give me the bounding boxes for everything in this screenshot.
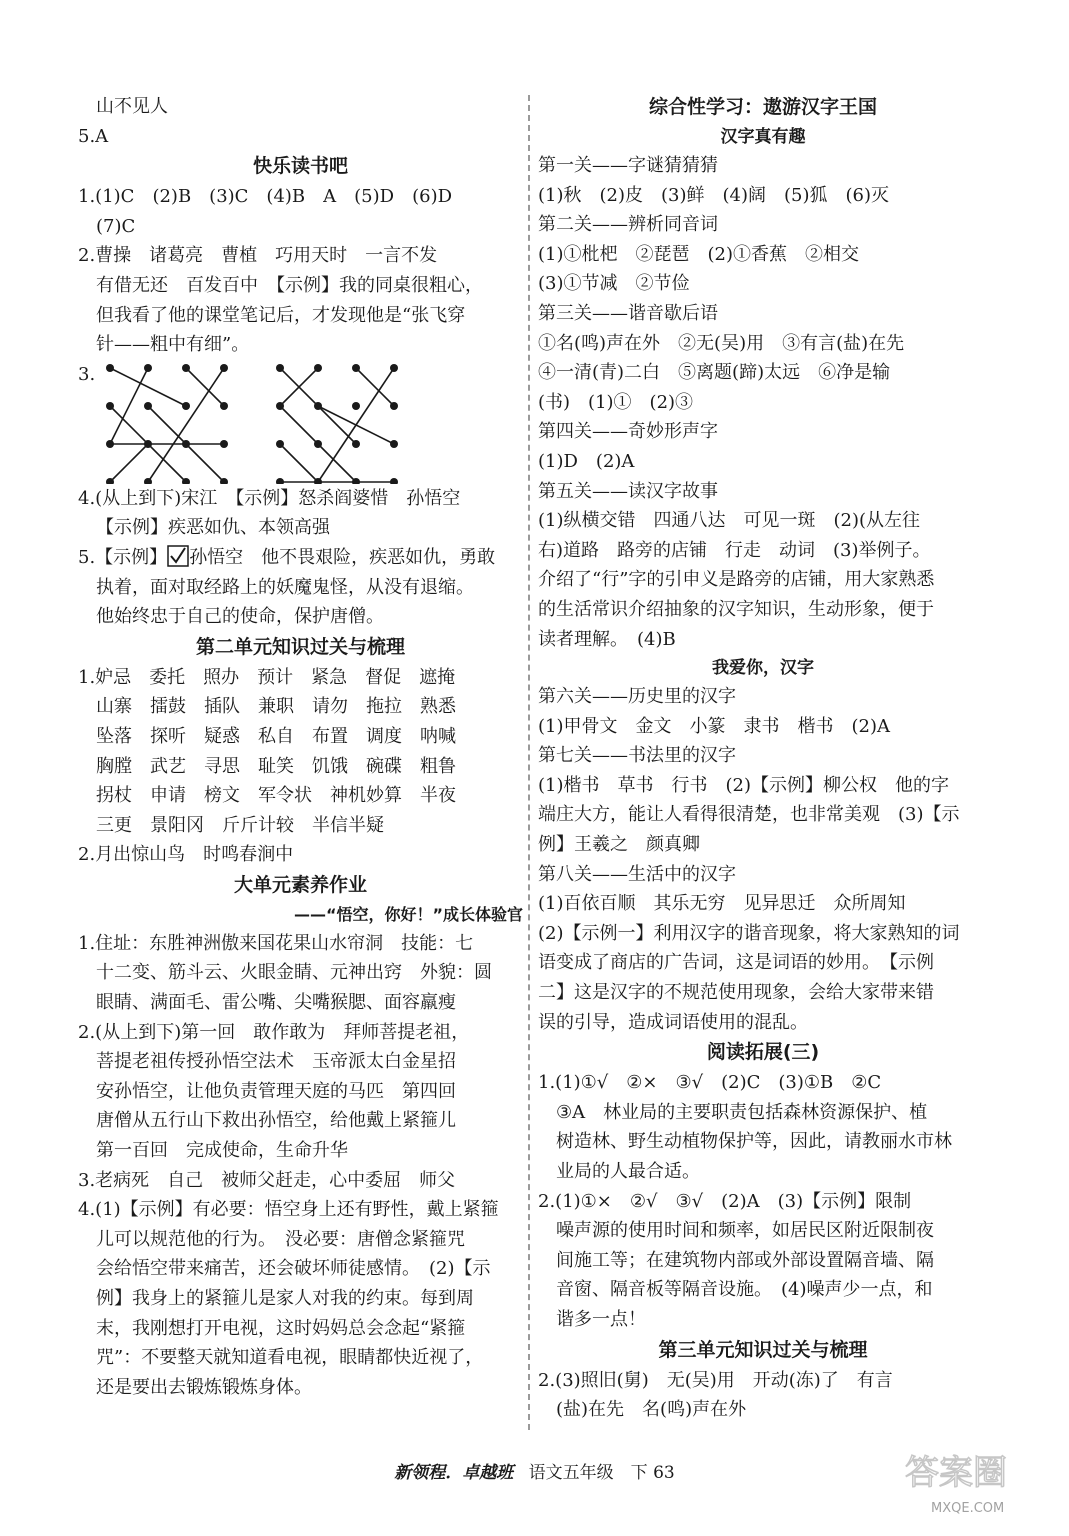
section-title: 快乐读书吧 xyxy=(252,155,348,178)
watermark-logo-text: 答案圈 xyxy=(905,1453,1007,1493)
answer-line: 三更 景阳冈 斤斤计较 半信半疑 xyxy=(96,814,384,836)
answer-line: 第七关——书法里的汉字 xyxy=(538,745,736,767)
answer-line: 【示例】疾恶如仇、本领高强 xyxy=(96,517,330,539)
match-dot xyxy=(182,364,190,372)
answer-line: 3.老病死 自己 被师父赶走，心中委屈 师父 xyxy=(78,1169,456,1191)
answer-line: 第三关——谐音歇后语 xyxy=(538,302,718,324)
answer-line: 第五关——读汉字故事 xyxy=(538,480,718,502)
match-dot xyxy=(352,402,360,410)
answer-line: 安孙悟空，让他负责管理天庭的马匹 第四回 xyxy=(96,1080,456,1102)
match-dot xyxy=(390,402,398,410)
match-dot xyxy=(352,364,360,372)
match-dot xyxy=(220,402,228,410)
answer-line: 眼睛、满面毛、雷公嘴、尖嘴猴腮、面容羸瘦 xyxy=(96,992,456,1014)
match-dot xyxy=(390,478,398,484)
match-dot xyxy=(314,364,322,372)
right-column xyxy=(538,92,988,1425)
match-dot xyxy=(220,364,228,372)
section-subtitle: ——“悟空，你好！”成长体验官 xyxy=(293,904,523,924)
matching-exercise xyxy=(78,360,523,484)
answer-line: 山不见人 xyxy=(96,96,168,117)
connector-line xyxy=(318,406,394,444)
answer-line: 针——粗中有细”。 xyxy=(96,334,250,356)
answer-line: 2.(从上到下)第一回 敢作敢为 拜师菩提老祖， xyxy=(78,1021,470,1043)
section-title: 阅读拓展(三) xyxy=(706,1041,820,1064)
answer-line: 坠落 探听 疑惑 私自 布置 调度 呐喊 xyxy=(96,725,456,747)
answer-line: 第六关——历史里的汉字 xyxy=(538,686,736,708)
match-dot xyxy=(106,440,114,448)
match-dot xyxy=(182,440,190,448)
left-column xyxy=(78,92,523,1402)
answer-line: (2)【示例一】利用汉字的谐音现象，将大家熟知的词 xyxy=(538,922,960,944)
answer-prefix: 5.【示例】 xyxy=(78,546,168,568)
answer-line: (1)楷书 草书 行书 (2)【示例】柳公权 他的字 xyxy=(538,774,949,796)
answer-line: 唐僧从五行山下救出孙悟空，给他戴上紧箍儿 xyxy=(96,1110,456,1132)
answer-line: 谐多一点！ xyxy=(556,1308,646,1330)
answer-line: 读者理解。 (4)B xyxy=(538,628,676,650)
answer-line: 1.(1)①√ ②× ③√ (2)C (3)①B ②C xyxy=(538,1072,882,1094)
answer-line: 业局的人最合适。 xyxy=(556,1161,700,1182)
answer-line: 第二关——辨析同音词 xyxy=(538,214,718,236)
answer-line: 山寨 擂鼓 插队 兼职 请勿 拖拉 熟悉 xyxy=(96,696,456,718)
answer-line xyxy=(78,543,523,573)
answer-line: 右)道路 路旁的店铺 行走 动词 (3)举例子。 xyxy=(538,539,931,561)
answer-line: 2.(3)照旧(舅) 无(吴)用 开动(冻)了 有言 xyxy=(538,1369,893,1391)
answer-line: 1.妒忌 委托 照办 预计 紧急 督促 遮掩 xyxy=(78,666,456,688)
answer-line: (1)①枇杷 ②琵琶 (2)①香蕉 ②相交 xyxy=(538,243,859,265)
answer-line: 的生活常识介绍抽象的汉字知识，生动形象，便于 xyxy=(538,598,934,620)
answer-line: 例】王羲之 颜真卿 xyxy=(538,834,700,856)
answer-line: 拐杖 申请 榜文 军令状 神机妙算 半夜 xyxy=(96,785,456,807)
answer-line: (盐)在先 名(鸣)声在外 xyxy=(556,1399,747,1421)
answer-line: 第八关——生活中的汉字 xyxy=(538,863,736,885)
answer-line: 4.(从上到下)宋江 【示例】怒杀阎婆惜 孙悟空 xyxy=(78,487,461,509)
answer-line: 音窗、隔音板等隔音设施。 (4)噪声少一点，和 xyxy=(556,1279,933,1301)
match-dot xyxy=(144,440,152,448)
match-dot xyxy=(276,478,284,484)
answer-text: 孙悟空 他不畏艰险，疾恶如仇，勇敢 xyxy=(189,546,496,568)
answer-line: 还是要出去锻炼锻炼身体。 xyxy=(96,1376,312,1398)
answer-line: ④一清(青)二白 ⑤离题(蹄)太远 ⑥净是输 xyxy=(538,362,891,384)
item-number: 3. xyxy=(78,363,96,385)
answer-line: 第四关——奇妙形声字 xyxy=(538,421,718,443)
section-title: 综合性学习：遨游汉字王国 xyxy=(648,96,877,118)
match-dot xyxy=(390,364,398,372)
answer-line: 儿可以规范他的行为。 没必要：唐僧念紧箍咒 xyxy=(96,1228,465,1250)
section-subtitle: 汉字真有趣 xyxy=(720,127,806,147)
match-dot xyxy=(182,402,190,410)
answer-line: (1)甲骨文 金文 小篆 隶书 楷书 (2)A xyxy=(538,715,890,737)
answer-line: (3)①节减 ②节俭 xyxy=(538,273,690,295)
answer-line: 但我看了他的课堂笔记后，才发现他是“张飞穿 xyxy=(96,304,466,326)
answer-line: 2.月出惊山鸟 时鸣春涧中 xyxy=(78,844,294,866)
answer-line: 例】我身上的紧箍儿是家人对我的约束。每到周 xyxy=(96,1288,474,1309)
answer-line: 咒”：不要整天就知道看电视，眼睛都快近视了， xyxy=(96,1347,484,1369)
match-dot xyxy=(390,440,398,448)
answer-line: 1.住址：东胜神洲傲来国花果山水帘洞 技能：七 xyxy=(78,932,474,954)
answer-line: 十二变、筋斗云、火眼金睛、元神出窍 外貌：圆 xyxy=(96,962,492,984)
match-dot xyxy=(106,364,114,372)
watermark-url: MXQE.COM xyxy=(931,1501,1005,1516)
answer-line: (书) (1)① (2)③ xyxy=(538,391,694,413)
connector-line xyxy=(356,368,394,406)
answer-line: 有借无还 百发百中 【示例】我的同桌很粗心， xyxy=(96,274,483,296)
answer-line: ③A 林业局的主要职责包括森林资源保护、植 xyxy=(556,1101,928,1123)
answer-line: 2.(1)①× ②√ ③√ (2)A (3)【示例】限制 xyxy=(538,1190,912,1212)
answer-line: 第一百回 完成使命，生命升华 xyxy=(96,1140,348,1162)
answer-line: 菩提老祖传授孙悟空法术 玉帝派太白金星招 xyxy=(96,1051,456,1073)
match-dot xyxy=(144,364,152,372)
section-subtitle: 我爱你，汉字 xyxy=(712,658,814,679)
section-title: 第三单元知识过关与梳理 xyxy=(658,1338,868,1361)
answer-line: 1.(1)C (2)B (3)C (4)B A (5)D (6)D xyxy=(78,186,453,208)
match-dot xyxy=(314,402,322,410)
match-dot xyxy=(276,440,284,448)
match-dot xyxy=(144,402,152,410)
connector-line xyxy=(110,368,148,444)
connector-line xyxy=(148,368,224,482)
match-dot xyxy=(106,402,114,410)
answer-line: 会给悟空带来痛苦，还会破坏师徒感情。 (2)【示 xyxy=(96,1258,491,1280)
answer-line: 第一关——字谜猜猜猜 xyxy=(538,155,718,176)
checked-box-icon xyxy=(167,543,189,573)
answer-line: 末，我刚想打开电视，这时妈妈总会念起“紧箍 xyxy=(96,1317,466,1339)
matching-lines-diagram xyxy=(98,360,428,484)
answer-line: 4.(1)【示例】有必要：悟空身上还有野性，戴上紧箍 xyxy=(78,1199,499,1221)
answer-line: 噪声源的使用时间和频率，如居民区附近限制夜 xyxy=(556,1220,934,1242)
answer-line: (1)秋 (2)皮 (3)鲜 (4)阔 (5)狐 (6)灭 xyxy=(538,184,889,206)
connector-line xyxy=(110,368,186,406)
answer-line: 二】这是汉字的不规范使用现象，会给大家带来错 xyxy=(538,982,934,1004)
footer-info: 语文五年级 下 63 xyxy=(528,1463,675,1483)
answer-line: 2.曹操 诸葛亮 曹植 巧用天时 一言不发 xyxy=(78,245,438,267)
column-divider xyxy=(528,95,530,1430)
match-dot xyxy=(352,440,360,448)
answer-line: (1)纵横交错 四通八达 可见一斑 (2)(从左往 xyxy=(538,510,921,532)
footer-brand: 新领程．卓越班 xyxy=(394,1463,514,1483)
answer-line: (7)C xyxy=(96,215,136,237)
section-title: 大单元素养作业 xyxy=(233,873,367,896)
answer-line: 间施工等；在建筑物内部或外部设置隔音墙、隔 xyxy=(556,1249,934,1271)
answer-line: 树造林、野生动植物保护等，因此，请教丽水市林 xyxy=(556,1131,952,1153)
answer-line: 介绍了“行”字的引申义是路旁的店铺，用大家熟悉 xyxy=(538,569,935,591)
answer-line: 误的引导，造成词语使用的混乱。 xyxy=(538,1011,808,1033)
answer-line: ①名(鸣)声在外 ②无(吴)用 ③有言(盐)在先 xyxy=(538,332,905,354)
connector-line xyxy=(110,444,148,482)
answer-line: 5.A xyxy=(78,125,109,147)
answer-line: 他始终忠于自己的使命，保护唐僧。 xyxy=(96,606,384,628)
answer-line: 语变成了商店的广告词，这是词语的妙用。 【示例 xyxy=(538,952,934,974)
answer-line: (1)D (2)A xyxy=(538,450,635,472)
answer-line: 端庄大方，能让人看得很清楚，也非常美观 (3)【示 xyxy=(538,804,960,826)
answer-line: (1)百依百顺 其乐无穷 见异思迁 众所周知 xyxy=(538,893,906,915)
section-title: 第二单元知识过关与梳理 xyxy=(195,635,405,658)
answer-line: 执着，面对取经路上的妖魔鬼怪，从没有退缩。 xyxy=(96,576,474,598)
match-dot xyxy=(276,402,284,410)
connector-line xyxy=(186,368,224,406)
answer-line: 胸膛 武艺 寻思 耻笑 饥饿 碗碟 粗鲁 xyxy=(96,755,456,777)
match-dot xyxy=(220,440,228,448)
watermark-logo xyxy=(895,1444,1055,1524)
match-dot xyxy=(314,440,322,448)
connector-line xyxy=(280,444,318,482)
match-dot xyxy=(276,364,284,372)
